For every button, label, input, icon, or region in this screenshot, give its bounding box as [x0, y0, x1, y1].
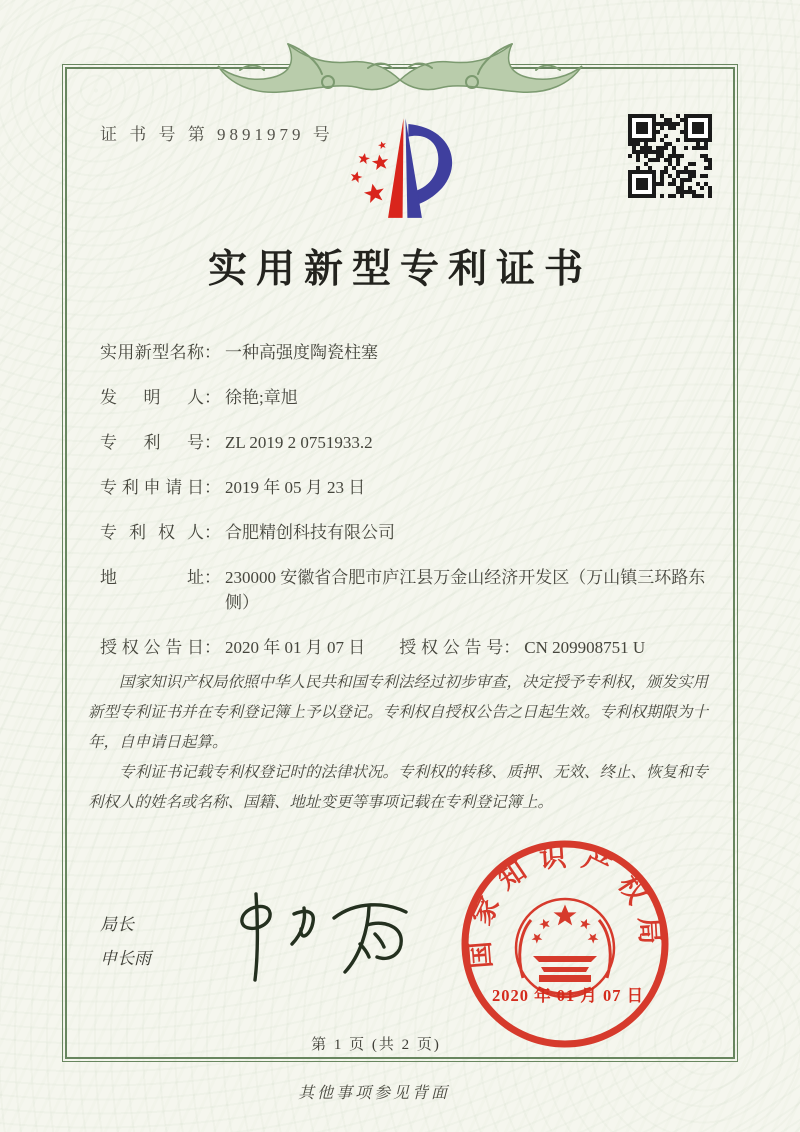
field-label: 授权公告日 [100, 638, 204, 657]
cnipa-logo-icon [332, 108, 477, 230]
field-value: CN 209908751 U [524, 638, 646, 657]
field-grant-date: 授权公告日 ： 2020 年 01 月 07 日 [100, 635, 365, 660]
field-utility-model-name: 实用新型名称 ： 一种高强度陶瓷柱塞 [100, 340, 712, 365]
field-filing-date: 专利申请日 ： 2019 年 05 月 23 日 [100, 475, 712, 500]
back-side-note: 其他事项参见背面 [297, 1085, 450, 1102]
field-address: 地址 ： 230000 安徽省合肥市庐江县万金山经济开发区（万山镇三环路东侧） [100, 565, 712, 615]
field-value: 徐艳;章旭 [225, 388, 298, 407]
field-patentee: 专利权人 ： 合肥精创科技有限公司 [100, 520, 712, 545]
certificate-fields [100, 340, 712, 680]
field-value: 230000 安徽省合肥市庐江县万金山经济开发区（万山镇三环路东侧） [225, 568, 706, 612]
page-number: 第 1 页 (共 2 页) [311, 1037, 441, 1053]
handwritten-signature-icon [218, 882, 418, 990]
certificate-number: 证 书 号 第 9891979 号 [100, 125, 334, 144]
field-value: 2019 年 05 月 23 日 [225, 478, 366, 497]
field-label: 专利申请日 [100, 478, 204, 497]
seal-date: 2020 年 01 月 07 日 [491, 986, 645, 1005]
seal-arc-text: 国家知识产权局 [463, 840, 666, 970]
field-label: 实用新型名称 [100, 343, 204, 362]
officer-title: 局长 [100, 915, 134, 934]
field-label: 发明人 [100, 388, 204, 407]
field-label: 专利号 [100, 433, 204, 452]
field-value: 一种高强度陶瓷柱塞 [225, 343, 378, 362]
field-patent-number: 专利号 ： ZL 2019 2 0751933.2 [100, 430, 712, 455]
field-inventor: 发明人 ： 徐艳;章旭 [100, 385, 712, 410]
official-round-seal [455, 836, 675, 1056]
field-label: 授权公告号 [399, 638, 504, 657]
legal-paragraph-1: 国家知识产权局依照中华人民共和国专利法经过初步审查，决定授予专利权，颁发实用新型专利证书并在专利登记簿上予以登记。专利权自授权公告之日起生效。专利权期限为十年，自申请日起算。 [88, 674, 709, 751]
field-grant-number: 授权公告号 ： CN 209908751 U [399, 635, 645, 660]
field-grant-row [100, 635, 712, 660]
field-value: ZL 2019 2 0751933.2 [225, 433, 373, 452]
officer-block [100, 908, 151, 976]
green-flourish-ornament-icon [200, 22, 600, 114]
field-label: 专利权人 [100, 523, 204, 542]
field-value: 2020 年 01 月 07 日 [225, 638, 366, 657]
field-value: 合肥精创科技有限公司 [225, 523, 395, 542]
field-label: 地址 [100, 568, 204, 587]
qr-code [628, 114, 712, 198]
officer-name: 申长雨 [100, 949, 151, 968]
certificate-title: 实用新型专利证书 [207, 248, 592, 291]
legal-text [88, 668, 714, 818]
legal-paragraph-2: 专利证书记载专利权登记时的法律状况。专利权的转移、质押、无效、终止、恢复和专利权人的姓名或名称、国籍、地址变更等事项记载在专利登记簿上。 [88, 764, 709, 811]
